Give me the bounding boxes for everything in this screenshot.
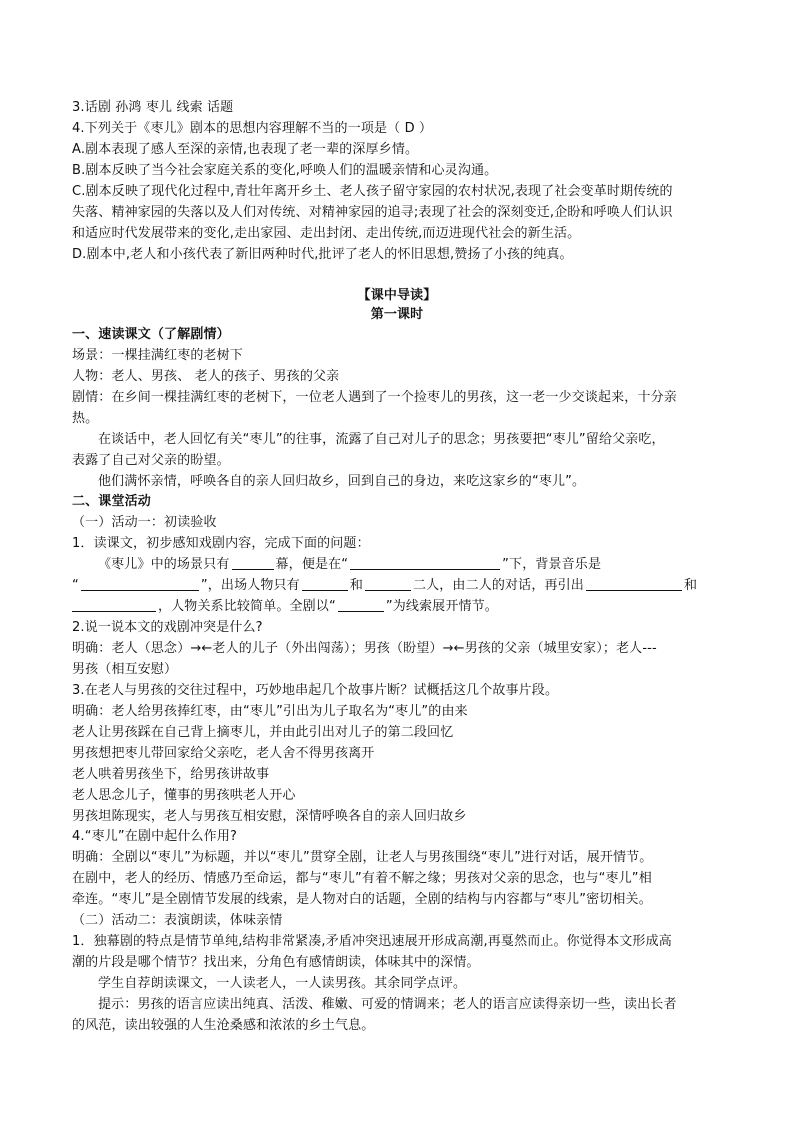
blank-scene-place[interactable] — [350, 555, 500, 570]
fill-line-1 — [98, 555, 601, 575]
fill-text: 和 — [349, 578, 363, 593]
blank-character-3[interactable] — [586, 576, 682, 591]
blank-clue[interactable] — [338, 597, 384, 612]
reading-tip-line-1: 提示：男孩的语言应读出纯真、活泼、稚嫩、可爱的情调来；老人的语言应读得亲切一些，读出长者 — [98, 997, 677, 1012]
activity-one-title: （一）活动一：初读验收 — [72, 515, 217, 530]
answer-2-line-2: 男孩（相互安慰） — [72, 662, 178, 677]
section-subheading: 第一课时 — [370, 307, 424, 322]
option-c-line-2: 失落、精神家园的失落以及人们对传统、对精神家园的追寻;表现了社会的深刻变迁,企盼和呼唤人们认识 — [72, 205, 673, 220]
question-2: 2.说一说本文的戏剧冲突是什么? — [72, 620, 263, 635]
fill-text: 和 — [683, 578, 698, 593]
answer-4-line-1: 明确：全剧以“枣儿”为标题，并以“枣儿”贯穿全剧，让老人与男孩围绕“枣儿”进行对话，展开情节。 — [72, 850, 653, 865]
option-c-line-3: 和适应时代发展带来的变化,走出家园、走出封闭、走出传统,而迈进现代社会的新生活。 — [72, 226, 581, 241]
reading-tip-line-2: 的风范，读出较强的人生沧桑感和浓浓的乡土气息。 — [72, 1018, 375, 1033]
activity-two-title: （二）活动二：表演朗读，体味亲情 — [72, 913, 283, 928]
plot-paragraph-2-line-1: 在谈话中，老人回忆有关“枣儿”的往事，流露了自己对儿子的思念；男孩要把“枣儿”留给父亲吃， — [98, 432, 665, 447]
characters-line: 人物：老人、男孩、 老人的孩子、男孩的父亲 — [72, 369, 340, 384]
option-b: B.剧本反映了当今社会家庭关系的变化,呼唤人们的温暖亲情和心灵沟通。 — [72, 163, 498, 178]
fill-text: 《枣儿》中的场景只有 — [98, 557, 230, 572]
reading-task-line-1: 1．独幕剧的特点是情节单纯,结构非常紧凑,矛盾冲突迅速展开形成高潮,再戛然而止。你觉得本文形成高 — [72, 934, 672, 949]
answer-4-line-2: 在剧中，老人的经历、情感乃至命运，都与“枣儿”有着不解之缘；男孩对父亲的思念，也与“枣儿”相 — [72, 871, 652, 886]
blank-scene-count[interactable] — [232, 555, 274, 570]
plot-paragraph-2-line-2: 表露了自己对父亲的盼望。 — [72, 453, 230, 468]
fill-text: ”，出场人物只有 — [200, 578, 300, 593]
fill-line-2 — [72, 576, 697, 596]
answer-4-line-3: 牵连。“枣儿”是全剧情节发展的线索，是人物对白的话题，全剧的结构与内容都与“枣儿”密切相关。 — [72, 892, 652, 907]
answer-3-line-4: 老人哄着男孩坐下，给男孩讲故事 — [72, 767, 270, 782]
fill-line-3 — [72, 597, 498, 617]
fill-text: 二人，由二人的对话，再引出 — [412, 578, 584, 593]
question-1: 1．读课文，初步感知戏剧内容，完成下面的问题： — [72, 536, 370, 551]
option-a: A.剧本表现了感人至深的亲情,也表现了老一辈的深厚乡情。 — [72, 142, 419, 157]
answer-line-3: 3.话剧 孙鸿 枣儿 线索 话题 — [72, 100, 234, 115]
answer-2-line-1: 明确：老人（思念）→←老人的儿子（外出闯荡）；男孩（盼望）→←男孩的父亲（城里安家）；老人--- — [72, 641, 657, 656]
blank-music[interactable] — [81, 576, 199, 591]
answer-3-line-1: 明确：老人给男孩捧红枣，由“枣儿”引出为儿子取名为“枣儿”的由来 — [72, 704, 468, 719]
question-3: 3.在老人与男孩的交往过程中，巧妙地串起几个故事片断？试概括这几个故事片段。 — [72, 683, 559, 698]
scene-line: 场景：一棵挂满红枣的老树下 — [72, 348, 243, 363]
fill-text: 幕，便是在“ — [275, 557, 349, 572]
fill-text: ，人物关系比较简单。全剧以“ — [158, 599, 336, 614]
part-one-title: 一、速读课文（了解剧情） — [72, 327, 230, 342]
answer-3-line-5: 老人思念儿子，懂事的男孩哄老人开心 — [72, 788, 296, 803]
question-4-role: 4.“枣儿”在剧中起什么作用? — [72, 829, 238, 844]
option-c-line-1: C.剧本反映了现代化过程中,青壮年离开乡土、老人孩子留守家园的农村状况,表现了社会变革时期传统的 — [72, 184, 673, 199]
blank-character-1[interactable] — [302, 576, 348, 591]
plot-line-1: 剧情：在乡间一棵挂满红枣的老树下，一位老人遇到了一个捡枣儿的男孩，这一老一少交谈起来，十分亲 — [72, 390, 677, 405]
option-d: D.剧本中,老人和小孩代表了新旧两种时代,批评了老人的怀旧思想,赞扬了小孩的纯真。 — [72, 247, 573, 262]
fill-text: “ — [72, 578, 79, 593]
blank-character-2[interactable] — [365, 576, 411, 591]
plot-paragraph-3: 他们满怀亲情，呼唤各自的亲人回归故乡，回到自己的身边，来吃这家乡的“枣儿”。 — [98, 474, 586, 489]
reading-task-line-2: 潮的片段是哪个情节？找出来，分角色有感情朗读，体味其中的深情。 — [72, 955, 480, 970]
fill-text: ”下，背景音乐是 — [502, 557, 602, 572]
fill-text: ”为线索展开情节。 — [385, 599, 498, 614]
answer-3-line-3: 男孩想把枣儿带回家给父亲吃，老人舍不得男孩离开 — [72, 746, 375, 761]
part-two-title: 二、课堂活动 — [72, 494, 151, 509]
plot-line-2: 热。 — [72, 411, 99, 426]
reading-instruction: 学生自荐朗读课文，一人读老人，一人读男孩。其余同学点评。 — [98, 976, 467, 991]
question-4: 4.下列关于《枣儿》剧本的思想内容理解不当的一项是（ D ） — [72, 121, 433, 136]
answer-3-line-6: 男孩坦陈现实，老人与男孩互相安慰，深情呼唤各自的亲人回归故乡 — [72, 809, 467, 824]
blank-character-4[interactable] — [72, 597, 156, 612]
answer-3-line-2: 老人让男孩踩在自己背上摘枣儿，并由此引出对儿子的第二段回忆 — [72, 725, 454, 740]
section-heading: 【课中导读】 — [357, 288, 437, 303]
